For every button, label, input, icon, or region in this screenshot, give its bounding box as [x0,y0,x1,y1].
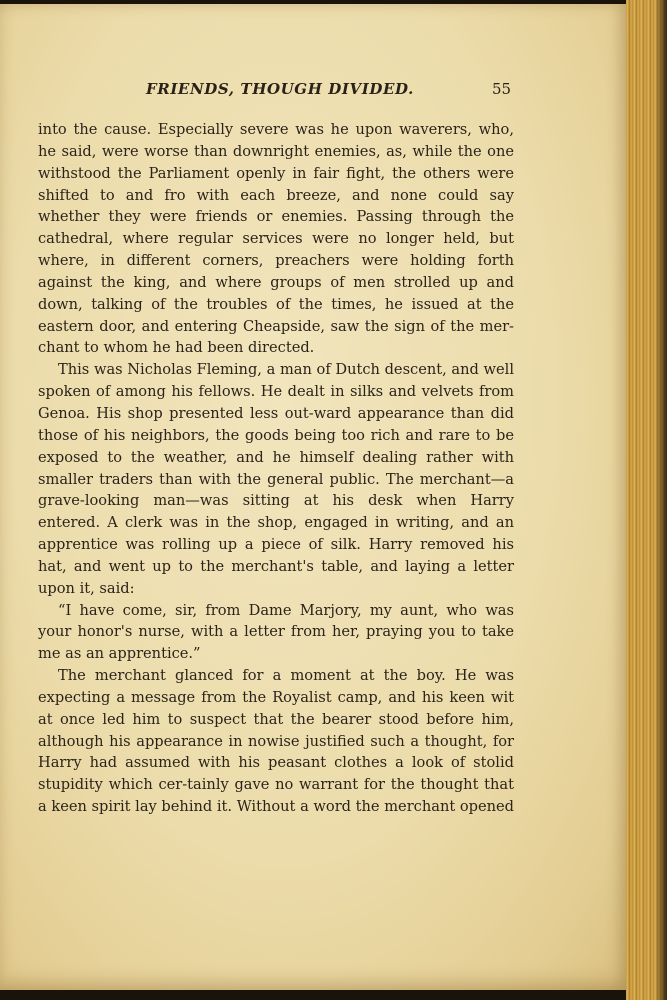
page-edges [626,0,667,1000]
paragraph-1: into the cause. Especially severe was he upon waverers, who, he said, were worse than downright enemies, as, while the one withstood the Parliament openly in fair fight, the others were shifted to and fro with each breeze, and none could say whether they were friends or enemies. Passing through the cathedral, where regular services were no longer held, but where, in different corners, preachers were holding forth against the king, and where groups of men strolled up and down, talking of the troubles of the times, he issued at the eastern door, and entering Cheapside, saw the sign of the mer-chant to whom he had been directed. [38,121,514,357]
paragraph-2: This was Nicholas Fleming, a man of Dutch descent, and well spoken of among his fellows. He dealt in silks and velvets from Genoa. His shop presented less out-ward appearance than did those of his neighbors, the goods being too rich and rare to be exposed to the weather, and he himself dealing rather with smaller traders than with the general public. The merchant—a grave-looking man—was sitting at his desk when Harry entered. A clerk was in the shop, engaged in writing, and an apprentice was rolling up a piece of silk. Harry removed his hat, and went up to the merchant's table, and laying a letter upon it, said: [38,361,514,597]
paragraph-3: “I have come, sir, from Dame Marjory, my aunt, who was your honor's nurse, with a letter from her, praying you to take me as an apprentice.” [38,601,514,663]
paragraph-4: The merchant glanced for a moment at the boy. He was expecting a message from the Royalist camp, and his keen wit at once led him to suspect that the bearer stood before him, although his appearance in nowise justified such a thought, for Harry had assumed with his peasant clothes a look of stolid stupidity which cer-tainly gave no warrant for the thought that a keen spirit lay behind it. Without a word the merchant opened [38,667,514,816]
page-header [0,80,628,104]
book-page [0,4,628,990]
body-text [38,119,514,818]
page-number: 55 [492,80,512,98]
running-title: FRIENDS, THOUGH DIVIDED. [146,80,414,98]
